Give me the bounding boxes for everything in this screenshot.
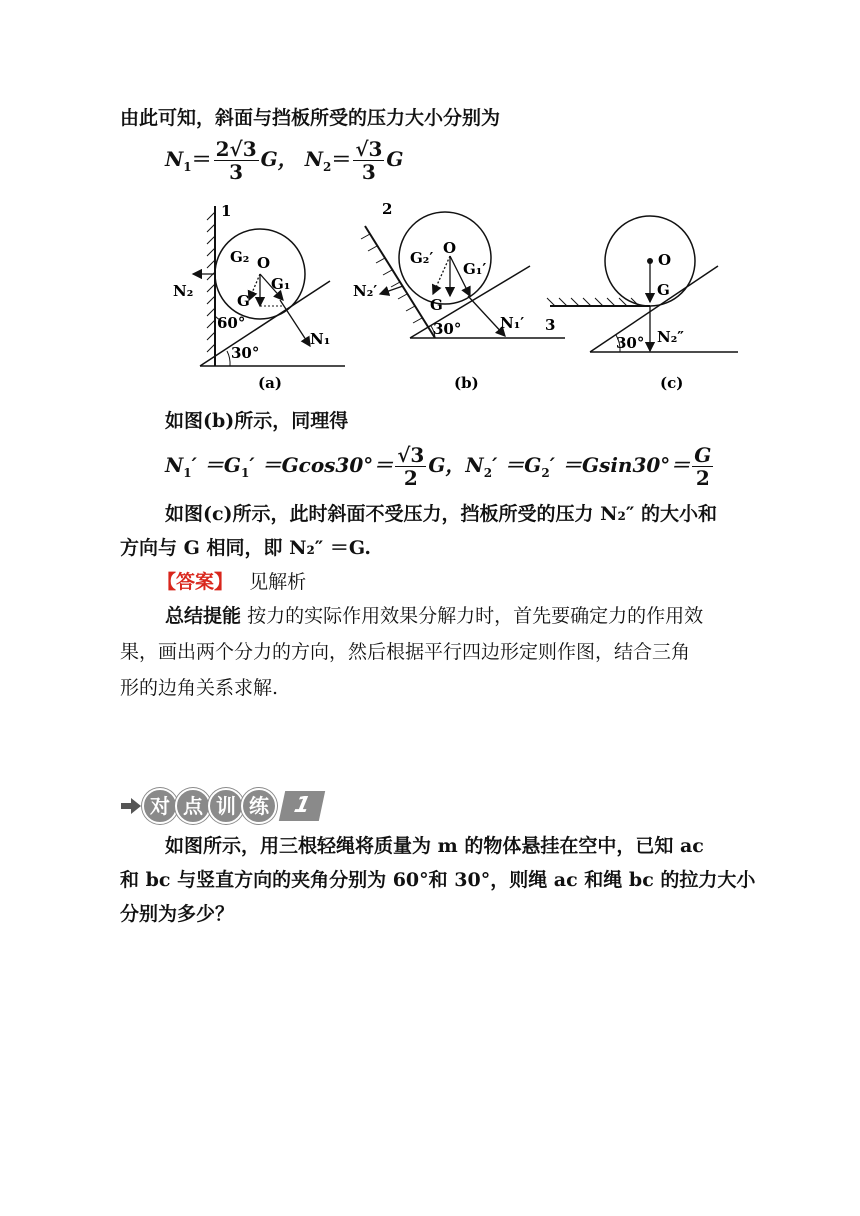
wall-label-a: 1 <box>221 202 232 220</box>
svg-text:N₁′: N₁′ <box>500 314 525 332</box>
svg-text:G₁′: G₁′ <box>463 260 487 278</box>
summary-line3: 形的边角关系求解. <box>120 677 279 699</box>
banner-char-2: 点 <box>175 788 211 824</box>
fig-c-line2: 方向与 G 相同，即 N₂″ ＝G. <box>120 537 372 559</box>
fraction-sqrt3-over-3: $\frac{√3}{3}$ <box>355 137 383 184</box>
practice-line1: 如图所示，用三根轻绳将质量为 m 的物体悬挂在空中，已知 ac <box>165 835 704 857</box>
svg-text:O: O <box>257 254 271 272</box>
fraction-g-over-2: $\frac{G}{2}$ <box>694 443 712 490</box>
banner-char-4: 练 <box>241 788 277 824</box>
answer-text: 见解析 <box>249 571 307 593</box>
svg-text:O: O <box>443 239 457 257</box>
svg-text:N₁: N₁ <box>310 330 331 348</box>
svg-text:N₂″: N₂″ <box>657 328 684 346</box>
equation-fig-b: $N_1' =G_1' =Gcos30^\circ=$ $\frac{√3}{2}$ G，$N_2' =G_2' =Gsin30^\circ=$ $\frac{G}{2}$ <box>165 443 712 490</box>
svg-text:60°: 60° <box>217 314 246 332</box>
svg-text:G: G <box>237 292 250 310</box>
equation-n1-n2: $N_1=$ $\frac{2√3}{3}$ G， $N_2=$ $\frac{√3}{3}$ G <box>165 137 404 184</box>
diagram-a <box>173 202 345 392</box>
svg-text:O: O <box>658 251 672 269</box>
svg-text:G: G <box>657 281 670 299</box>
banner-char-3: 训 <box>208 788 244 824</box>
svg-text:G₂′: G₂′ <box>410 249 434 267</box>
diagram-b <box>353 200 565 392</box>
caption-b: (b) <box>454 374 479 392</box>
answer-line <box>157 566 306 598</box>
wall-label-b: 2 <box>382 200 393 218</box>
summary-text-1: 按力的实际作用效果分解力时，首先要确定力的作用效 <box>247 605 704 627</box>
arrow-right-icon <box>120 795 142 817</box>
answer-tag: 【答案】 <box>157 571 234 593</box>
fraction-2sqrt3-over-3: $\frac{2√3}{3}$ <box>215 137 257 184</box>
banner-number: 1 <box>279 791 325 821</box>
summary-line2: 果，画出两个分力的方向，然后根据平行四边形定则作图，结合三角 <box>120 641 691 663</box>
summary-line1 <box>165 600 703 632</box>
practice-line2: 和 bc 与竖直方向的夹角分别为 60°和 30°，则绳 ac 和绳 bc 的拉力大小 <box>120 869 756 891</box>
practice-banner <box>120 788 322 824</box>
svg-text:30°: 30° <box>616 334 645 352</box>
caption-c: (c) <box>660 374 684 392</box>
fig-c-line1: 如图(c)所示，此时斜面不受压力，挡板所受的压力 N₂″ 的大小和 <box>165 503 717 525</box>
fraction-sqrt3-over-2: $\frac{√3}{2}$ <box>397 443 425 490</box>
fig-b-intro: 如图(b)所示，同理得 <box>165 410 349 432</box>
summary-tag: 总结提能 <box>165 605 242 627</box>
practice-line3: 分别为多少？ <box>120 903 235 925</box>
banner-char-1: 对 <box>142 788 178 824</box>
svg-text:30°: 30° <box>433 320 462 338</box>
intro-line: 由此可知，斜面与挡板所受的压力大小分别为 <box>120 107 501 129</box>
force-diagram-figure <box>165 196 745 396</box>
svg-text:G₂: G₂ <box>230 248 250 266</box>
svg-text:30°: 30° <box>231 344 260 362</box>
svg-text:N₂′: N₂′ <box>353 282 378 300</box>
caption-a: (a) <box>258 374 282 392</box>
wall-label-c: 3 <box>545 316 556 334</box>
svg-text:G₁: G₁ <box>271 275 291 293</box>
diagram-c <box>545 216 738 392</box>
svg-text:N₂: N₂ <box>173 282 194 300</box>
svg-text:G: G <box>430 296 443 314</box>
